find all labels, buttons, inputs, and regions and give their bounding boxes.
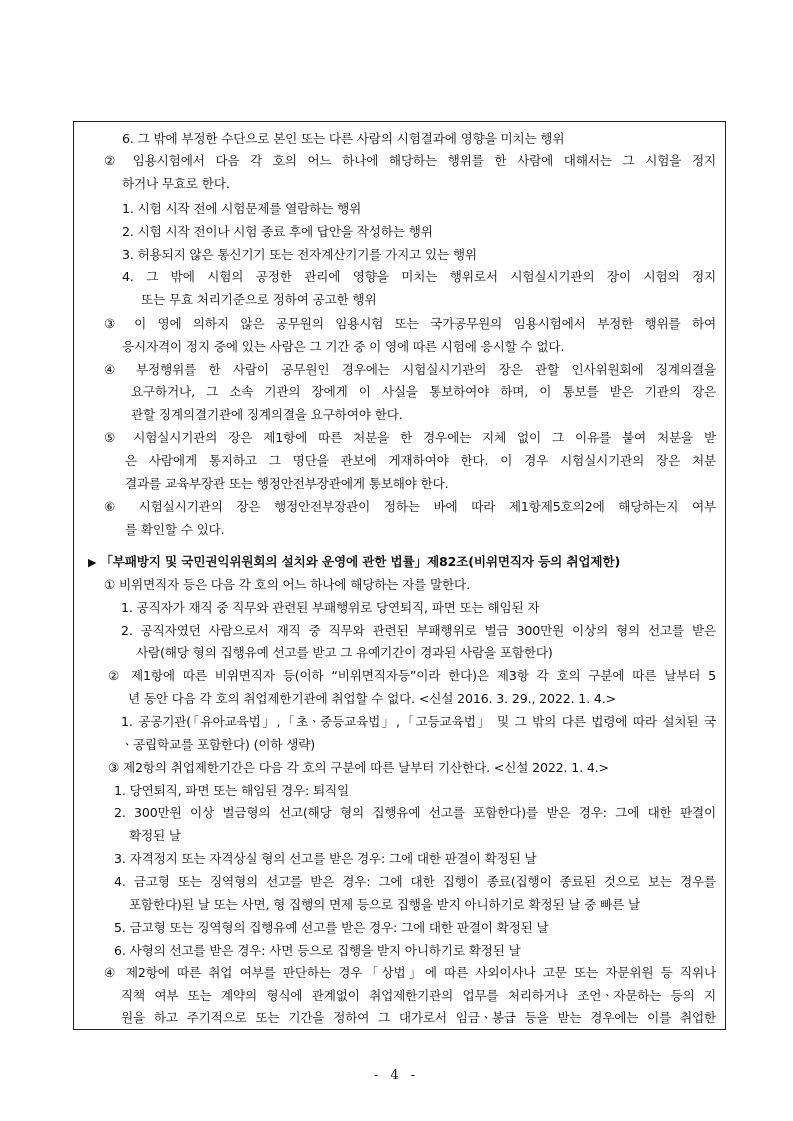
text-line: ② 제1항에 따른 비위면직자 등(이하 “비위면직자등”이라 한다)은 제3항 각 호의 구분에 따른 날부터 5: [108, 668, 716, 683]
text-line: 4. 그 밖에 시험의 공정한 관리에 영향을 미치는 행위로서 시험실시기관의 장이 시험의 정지: [122, 269, 716, 284]
text-line: 1. 시험 시작 전에 시험문제를 열람하는 행위: [122, 201, 362, 216]
text-line: 은 사람에게 통지하고 그 명단을 관보에 게재하여야 한다. 이 경우 시험실시기관의 장은 처분: [125, 453, 716, 468]
law-title-text: 「부패방지 및 국민권익위원회의 설치와 운영에 관한 법률」제82조(비위면직자 등의 취업제한): [100, 554, 621, 569]
page-number: - 4 -: [373, 1068, 420, 1083]
text-line: 를 확인할 수 있다.: [125, 522, 225, 537]
text-line: 확정된 날: [129, 828, 181, 843]
text-line: 2. 시험 시작 전이나 시험 종료 후에 답안을 작성하는 행위: [122, 224, 433, 239]
text-line: 결과를 교육부장관 또는 행정안전부장관에게 통보해야 한다.: [125, 476, 449, 491]
text-line: ⑤ 시험실시기관의 장은 제1항에 따른 처분을 한 경우에는 지체 없이 그 이유를 붙여 처분을 받: [104, 430, 716, 445]
text-line: 2. 300만원 이상 벌금형의 선고(해당 형의 집행유예 선고를 포함한다)를 받은 경우: 그에 대한 판결이: [114, 805, 716, 820]
text-line: 1. 공직자가 재직 중 직무와 관련된 부패행위로 당연퇴직, 파면 또는 해임된 자: [121, 600, 540, 615]
text-line: 하거나 무효로 한다.: [122, 176, 230, 191]
text-line: 요구하거나, 그 소속 기관의 장에게 이 사실을 통보하여야 하며, 이 통보를 받은 기관의 장은: [131, 384, 716, 399]
text-line: 6. 사형의 선고를 받은 경우: 사면 등으로 집행을 받지 아니하기로 확정된 날: [114, 943, 521, 958]
text-line: 응시자격이 정지 중에 있는 사람은 그 기간 중 이 영에 따른 시험에 응시할 수 없다.: [122, 339, 565, 354]
text-line: 년 동안 다음 각 호의 취업제한기관에 취업할 수 없다. <신설 2016. 3. 29., 2022. 1. 4.>: [128, 691, 616, 706]
text-line: 포함한다)된 날 또는 사면, 형 집행의 면제 등으로 집행을 받지 아니하기로 확정된 날 중 빠른 날: [129, 897, 640, 912]
text-line: ④ 제2항에 따른 취업 여부를 판단하는 경우「상법」에 따른 사외이사나 고문 또는 자문위원 등 직위나: [104, 965, 716, 980]
text-line: ④ 부정행위를 한 사람이 공무원인 경우에는 시험실시기관의 장은 관할 인사위원회에 징계의결을: [104, 362, 716, 377]
text-line: 6. 그 밖에 부정한 수단으로 본인 또는 다른 사람의 시험결과에 영향을 미치는 행위: [122, 131, 565, 146]
text-line: 5. 금고형 또는 징역형의 집행유예 선고를 받은 경우: 그에 대한 판결이 확정된 날: [114, 920, 549, 935]
text-line: 직책 여부 또는 계약의 형식에 관계없이 취업제한기관의 업무를 처리하거나 조언ㆍ자문하는 등의 지: [121, 988, 716, 1003]
text-line: 4. 금고형 또는 징역형의 선고를 받은 경우: 그에 대한 집행이 종료(집행이 종료된 것으로 보는 경우를: [114, 874, 716, 889]
text-line: 1. 공공기관(「유아교육법」,「초ㆍ중등교육법」,「고등교육법」 및 그 밖의 다른 법령에 따라 설치된 국: [121, 714, 716, 729]
arrow-bullet-icon: ▶: [88, 556, 97, 569]
text-line: ⑥ 시험실시기관의 장은 행정안전부장관이 정하는 바에 따라 제1항제5호의2에 해당하는지 여부: [104, 499, 716, 514]
text-line: ① 비위면직자 등은 다음 각 호의 어느 하나에 해당하는 자를 말한다.: [104, 577, 470, 592]
text-line: ③ 이 영에 의하지 않은 공무원의 임용시험 또는 국가공무원의 임용시험에서 부정한 행위를 하여: [104, 316, 716, 331]
text-line: 1. 당연퇴직, 파면 또는 해임된 경우: 퇴직일: [114, 783, 350, 798]
text-line: 3. 자격정지 또는 자격상실 형의 선고를 받은 경우: 그에 대한 판결이 확정된 날: [114, 851, 537, 866]
text-line: 관할 징계의결기관에 징계의결을 요구하여야 한다.: [131, 407, 403, 422]
text-line: 사람(해당 형의 집행유예 선고를 받고 그 유예기간이 경과된 사람을 포함한다): [136, 645, 553, 660]
text-line: ② 임용시험에서 다음 각 호의 어느 하나에 해당하는 행위를 한 사람에 대해서는 그 시험을 정지: [104, 153, 716, 168]
text-line: ㆍ공립학교를 포함한다) (이하 생략): [121, 737, 316, 752]
text-line: ③ 제2항의 취업제한기간은 다음 각 호의 구분에 따른 날부터 기산한다. <신설 2022. 1. 4.>: [108, 760, 609, 775]
text-line: 또는 무효 처리기준으로 정하여 공고한 행위: [141, 292, 377, 307]
text-line: 3. 허용되지 않은 통신기기 또는 전자계산기기를 가지고 있는 행위: [122, 247, 477, 262]
text-line: 원을 하고 주기적으로 또는 기간을 정하여 그 대가로서 임금ㆍ봉급 등을 받는 경우에는 이를 취업한: [121, 1010, 716, 1025]
law-title: [88, 551, 620, 574]
text-line: 2. 공직자였던 사람으로서 재직 중 직무와 관련된 부패행위로 벌금 300만원 이상의 형의 선고를 받은: [121, 623, 716, 638]
